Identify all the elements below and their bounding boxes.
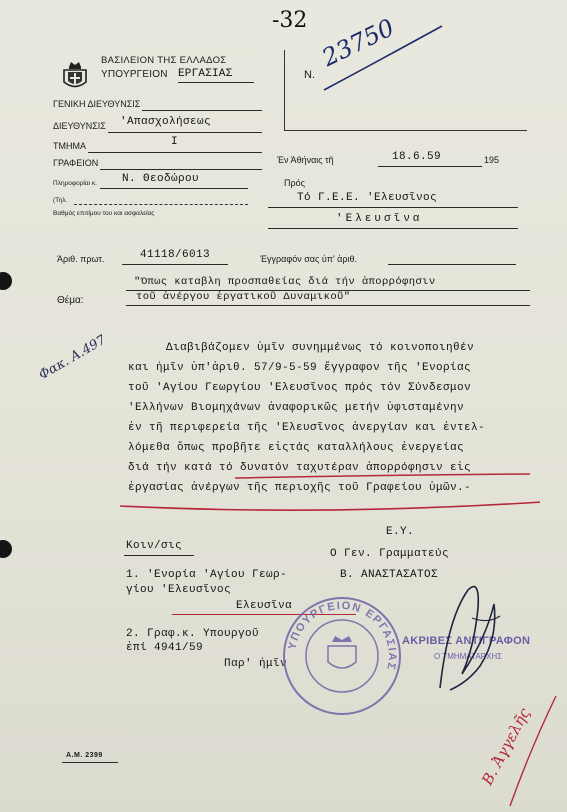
cc-item2-line3: Παρ' ἡμῖν — [224, 658, 288, 670]
section-value: Ι — [171, 136, 179, 148]
copy-stamp-line-1: ΑΚΡΙΒΕΣ ΑΝΤΙΓΡΑΦΟΝ — [402, 635, 531, 647]
signature-hand — [428, 578, 508, 698]
cc-item1-line3: Ελευσῖνα — [236, 600, 293, 612]
margin-note-hand: Φακ. Α.497 — [36, 332, 109, 383]
ministry-prefix: ΥΠΟΥΡΓΕΙΟΝ — [101, 69, 168, 80]
punch-hole-top — [0, 272, 12, 290]
kingdom-heading: ΒΑΣΙΛΕΙΟΝ ΤΗΣ ΕΛΛΑΔΟΣ — [101, 55, 227, 66]
info-value: Ν. Θεοδώρου — [122, 173, 200, 185]
reply-line — [388, 264, 516, 265]
body-line-6: λόμεθα ὅπως προβῆτε εἰςτάς καταλλήλους ἐνεργείας — [128, 442, 465, 454]
recipient-line-2: 'Ελευσῖνα — [336, 213, 423, 225]
recipient-underline-2 — [268, 228, 518, 229]
body-line-3: τοῦ 'Αγίου Γεωργίου 'Ελευσῖνος πρός τόν Σύνδεσμον — [128, 382, 472, 394]
directorate-line — [108, 132, 262, 133]
cc-item1-line2: γίου 'Ελευσῖνος — [126, 584, 232, 596]
body-line-7: διά τήν κατά τό δυνατόν ταχυτέραν ἀπορρόφησιν εἰς — [128, 462, 472, 474]
info-label: Πληροφορίαι κ. — [53, 180, 97, 187]
coat-of-arms-icon — [60, 60, 90, 92]
date-label: Έν Άθήναις τῆ — [277, 155, 334, 165]
copy-stamp-line-2: Ο ΤΜΗΜΑΤΑΡΧΗΣ — [434, 652, 503, 661]
closing-ey: Ε.Υ. — [386, 526, 415, 538]
svg-text:ΥΠΟΥΡΓΕΙΟΝ ΕΡΓΑΣΙΑΣ — [286, 600, 398, 672]
office-line — [100, 169, 262, 170]
general-directorate-label: ΓΕΝΙΚΗ ΔΙΕΥΘΥΝΣΙΣ — [53, 99, 141, 109]
page-number-hand: -32 — [272, 8, 308, 33]
ministry-underline — [178, 82, 254, 83]
closing-title: Ο Γεν. Γραμματεύς — [330, 548, 450, 560]
recipient-underline-1 — [268, 207, 518, 208]
cc-item2-line1: 2. Γραφ.κ. Υπουργοῦ — [126, 628, 260, 640]
tel-label: (Τηλ. — [53, 197, 68, 204]
section-line — [88, 152, 262, 153]
date-year: 195 — [484, 155, 500, 165]
info-line — [100, 188, 248, 189]
directorate-label: ΔΙΕΥΘΥΝΣΙΣ — [53, 121, 106, 131]
punch-hole-bottom — [0, 540, 12, 558]
protocol-line — [122, 264, 228, 265]
red-diagonal-stroke — [500, 690, 560, 810]
cc-underline — [124, 555, 194, 556]
hand-stroke — [320, 20, 450, 100]
body-line-2: και ἡμῖν ὑπ'ἀριθ. 57/9-5-59 ἔγγραφον τῆς 'Ενορίας — [128, 362, 472, 374]
number-hand: 23750 — [317, 13, 399, 72]
body-line-8: ἐργασίας ἀνέργων τῆς περιοχῆς τοῦ Γραφείου ὑμῶν.- — [128, 482, 472, 494]
body-line-1: Διαβιβάζομεν ὑμῖν συνημμένως τό κοινοποιηθέν — [166, 342, 475, 354]
cc-item1-line1: 1. 'Ενορία 'Αγίου Γεωρ- — [126, 569, 288, 581]
subject-line-2: τοῦ ἀνέργου ἐργατικοῦ Δυναμικοῦ" — [136, 291, 351, 303]
reply-label: Έγγραφόν σας ὑπ' ἀριθ. — [260, 254, 357, 264]
subject-label: Θέμα: — [57, 295, 84, 306]
subject-underline-2 — [126, 305, 530, 306]
protocol-value: 41118/6013 — [140, 249, 211, 261]
recipient-label: Πρός — [284, 178, 305, 188]
general-directorate-line — [142, 110, 262, 111]
tel-line — [74, 204, 248, 205]
body-line-5: ἐν τῆ περιφερεία τῆς 'Ελευσῖνος ἀνεργίαν και ἐντελ- — [128, 422, 486, 434]
protocol-label: Άριθ. πρωτ. — [57, 254, 105, 264]
red-underline-body — [120, 470, 540, 520]
ministry-round-stamp — [280, 594, 404, 718]
closing-name: Β. ΑΝΑΣΤΑΣΑΤΟΣ — [340, 569, 439, 581]
recipient-line-1: Τό Γ.Ε.Ε. 'Ελευσῖνος — [297, 192, 438, 204]
ministry-typed: ΕΡΓΑΣΙΑΣ — [178, 68, 233, 80]
body-line-4: 'Ελλήνων Βιομηχάνων ἀναφορικῶς μετήν ὑφισταμένην — [128, 402, 465, 414]
signatory-label: Βαθμός επιτίμου του και ασφαλείας — [53, 210, 155, 217]
bottom-hand-note: Β. Ἀγγελῆς — [478, 705, 534, 788]
form-code: Α.Μ. 2399 — [66, 752, 103, 759]
directorate-value: 'Απασχολήσεως — [120, 116, 212, 128]
subject-line-1: "Όπως καταβλη προσπαθείας διά τήν ἀπορρόφησιν — [134, 276, 436, 288]
section-label: ΤΜΗΜΑ — [53, 141, 86, 151]
date-value: 18.6.59 — [392, 151, 442, 163]
date-line — [378, 166, 482, 167]
cc-item2-line2: ἐπί 4941/59 — [126, 642, 204, 654]
number-label: Ν. — [304, 69, 315, 81]
cc-label: Κοιν/σις — [126, 540, 183, 552]
office-label: ΓΡΑΦΕΙΟΝ — [53, 158, 99, 168]
form-code-underline — [62, 762, 118, 763]
round-stamp-text: ΥΠΟΥΡΓΕΙΟΝ ΕΡΓΑΣΙΑΣ — [286, 599, 399, 672]
